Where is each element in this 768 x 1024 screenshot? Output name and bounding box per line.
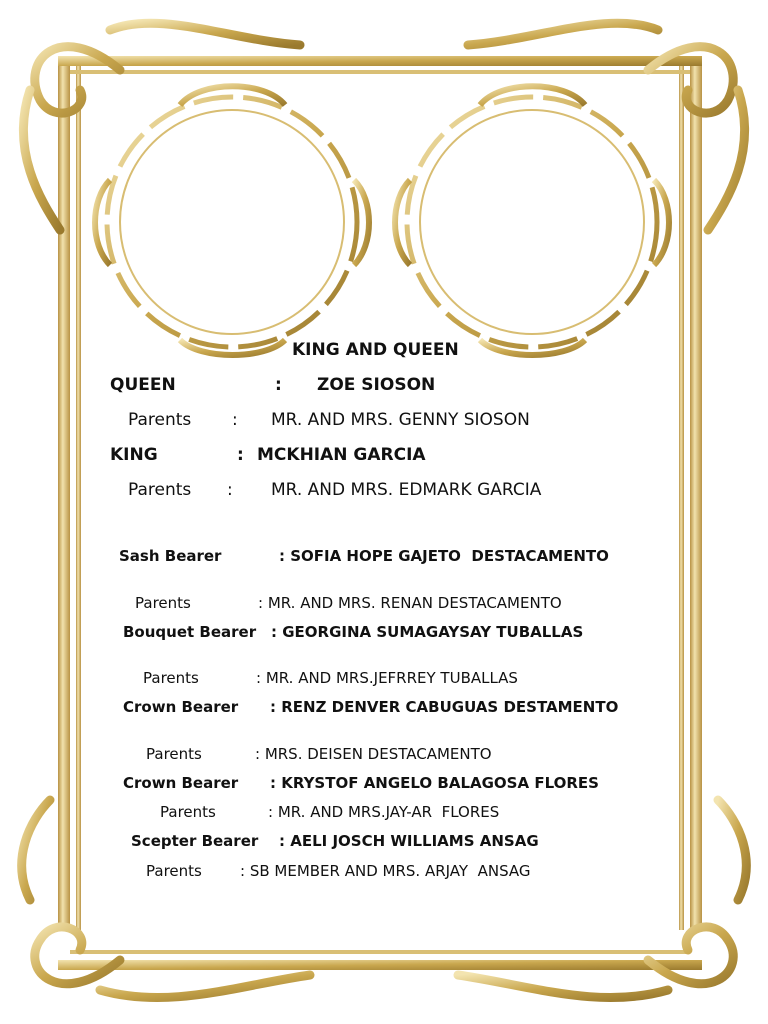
queen-parents-separator: : [232, 410, 238, 430]
bearer-name: : GEORGINA SUMAGAYSAY TUBALLAS [271, 623, 584, 641]
king-parents: MR. AND MRS. EDMARK GARCIA [271, 480, 542, 500]
bearer-parents-label: Parents [160, 803, 216, 821]
bearer-parents-label: Parents [146, 745, 202, 763]
photo-frame-left [95, 86, 369, 355]
bearer-role: Scepter Bearer [131, 832, 259, 850]
bearer-role: Bouquet Bearer [123, 623, 257, 641]
bearer-parents: : MR. AND MRS. RENAN DESTACAMENTO [258, 594, 562, 612]
photo-frame-right [395, 86, 669, 355]
king-parents-separator: : [227, 480, 233, 500]
bearer-parents: : MR. AND MRS.JAY-AR FLORES [268, 803, 500, 821]
bearer-parents: : MRS. DEISEN DESTACAMENTO [255, 745, 492, 763]
queen-parents-label: Parents [128, 410, 192, 430]
queen-name: ZOE SIOSON [317, 375, 436, 395]
bearer-name: : RENZ DENVER CABUGUAS DESTAMENTO [270, 698, 619, 716]
queen-role: QUEEN [110, 375, 176, 395]
king-name: MCKHIAN GARCIA [257, 445, 426, 465]
bearer-parents: : SB MEMBER AND MRS. ARJAY ANSAG [240, 862, 531, 880]
bearer-role: Crown Bearer [123, 698, 239, 716]
king-parents-label: Parents [128, 480, 192, 500]
bearer-parents-label: Parents [146, 862, 202, 880]
bearer-role: Sash Bearer [119, 547, 222, 565]
bearer-role: Crown Bearer [123, 774, 239, 792]
bearer-parents: : MR. AND MRS.JEFRREY TUBALLAS [256, 669, 518, 687]
bearer-parents-label: Parents [143, 669, 199, 687]
king-separator: : [237, 445, 244, 465]
bearer-parents-label: Parents [135, 594, 191, 612]
bearer-name: : KRYSTOF ANGELO BALAGOSA FLORES [270, 774, 599, 792]
king-role: KING [110, 445, 158, 465]
bearer-name: : SOFIA HOPE GAJETO DESTACAMENTO [279, 547, 609, 565]
queen-parents: MR. AND MRS. GENNY SIOSON [271, 410, 530, 430]
bearer-name: : AELI JOSCH WILLIAMS ANSAG [279, 832, 539, 850]
corner-scroll-top-right [468, 23, 745, 230]
page-title: KING AND QUEEN [292, 340, 459, 360]
queen-separator: : [275, 375, 282, 395]
